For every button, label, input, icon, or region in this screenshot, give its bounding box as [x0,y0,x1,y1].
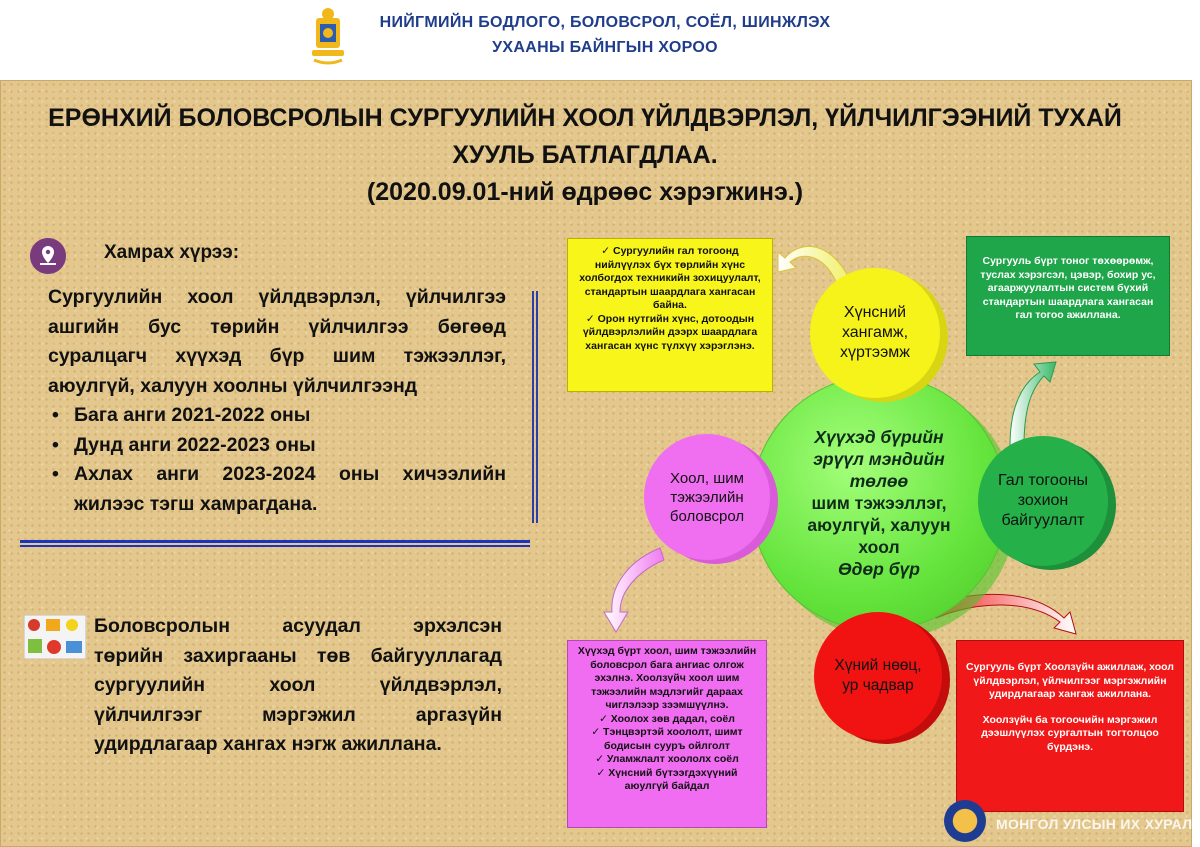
governance-line: сургуулийн хоол үйлдвэрлэл, [94,674,502,696]
scope-bullets [48,401,506,519]
center-line: Өдөр бүр [838,559,920,579]
food-supply-label: Хүнсний хангамж, хүртээмж [840,304,910,361]
org-line-1: НИЙГМИЙН БОДЛОГО, БОЛОВСРОЛ, СОЁЛ, ШИНЖЛЭХ [379,14,831,31]
nutrition-education-circle [644,434,770,560]
kitchen-organization-label: Гал тогооны зохион байгуулалт [997,472,1089,529]
list-item: • Ахлах анги 2023-2024 оны хичээлийн жилээс тэгш хамрагдана. [48,460,506,519]
center-line: шим тэжээллэг, [811,493,947,513]
box-text: Сургууль бүрт тоног төхөөрөмж, туслах хэрэгсэл, цэвэр, бохир ус, агааржуулалтын систем бүхий стандартын шаардлага хангасан гал тогоо ажиллана. [980,255,1156,321]
box-text: Хүүхэд бүрт хоол, шим тэжээлийн боловсрол бага ангиас олгож эхэлнэ. Хоолзүйч хоол шим тэжээлийн мэдлэгийг дараах чиглэлээр зээмшүүлнэ. [577,645,757,711]
organization-name [350,10,860,60]
box-item: ✓ Уламжлалт хоололх соёл [574,753,760,767]
box-item: ✓ Тэнцвэртэй хоололт, шимт бодисын сууръ ойлголт [574,726,760,753]
center-line: хоол [858,537,900,557]
title-line-3: (2020.09.01-ний өдрөөс хэрэгжинэ.) [366,178,804,206]
page-title [20,100,1150,211]
kitchen-organization-circle [978,436,1108,566]
governance-line: үйлчилгээг мэргэжил аргазүйн [94,703,502,726]
horizontal-divider [20,540,530,547]
box-item: ✓ Хүнсний бүтээгдэхүүний аюулгүй байдал [574,767,760,794]
center-line: эрүүл мэндийн [813,449,945,469]
governance-text [94,612,502,760]
human-resources-circle [814,612,942,740]
center-circle [751,375,1007,631]
nutrition-education-label: Хоол, шим тэжээлийн боловсрол [669,469,745,525]
location-pin-icon [30,238,66,274]
vertical-divider [532,291,538,523]
scope-intro: Сургуулийн хоол үйлдвэрлэл, үйлчилгээ ашгийн бус төрийн үйлчилгээ бөгөөд суралцагч хүүхэд бүр шим тэжээллэг, аюулгүй, халуун хоолны үйлчилгээнд [48,286,506,397]
title-line-2: ХУУЛЬ БАТЛАГДЛАА. [452,141,718,169]
box-text: Сургууль бүрт Хоолзүйч ажиллаж, хоол үйлдвэрлэл, үйлчилгээг мэргэжлийн удирдлагаар хангаж ажиллана. [966,661,1174,700]
scope-text [48,283,506,519]
list-item: • Бага анги 2021-2022 оны [48,401,506,431]
nutrition-education-box [567,640,767,828]
governance-line: удирдлагаар хангах нэгж ажиллана. [94,733,442,755]
box-item: ✓ Орон нутгийн хүнс, дотоодын үйлдвэрлэлийн дээрх шаардлага хангасан хүнс түлхүү хэрэглэнэ. [574,313,766,354]
human-resources-box [956,640,1184,812]
food-supply-box [567,238,773,392]
center-line: аюулгүй, халуун [807,515,951,535]
box-item: ✓ Хоолох зөв дадал, соёл [574,713,760,727]
kitchen-box [966,236,1170,356]
governance-line: Боловсролын асуудал эрхэлсэн [94,615,502,637]
list-item: • Дунд анги 2022-2023 оны [48,431,506,461]
header [0,0,1200,80]
governance-line: төрийн захиргааны төв байгууллагад [94,644,502,667]
org-line-2: УХААНЫ БАЙНГЫН ХОРОО [492,39,718,56]
center-line: төлөө [849,471,909,491]
box-item: ✓ Сургуулийн гал тогоонд нийлүүлэх бүх төрлийн хүнс холбогдох техникийн зохицуулалт, стандартын шаардлага хангасан байна. [574,245,766,313]
footer [940,798,1200,847]
human-resources-label: Хүний нөөц, ур чадвар [834,657,922,694]
title-line-1: ЕРӨНХИЙ БОЛОВСРОЛЫН СУРГУУЛИЙН ХООЛ ҮЙЛДВЭРЛЭЛ, ҮЙЛЧИЛГЭЭНИЙ ТУХАЙ [48,104,1122,132]
footer-text: МОНГОЛ УЛСЫН ИХ ХУРАЛ [996,816,1193,832]
state-emblem-icon [306,4,350,66]
food-supply-circle [810,268,940,398]
parliament-logo-icon [944,800,986,842]
food-tray-icon [24,615,86,659]
center-line: Хүүхэд бүрийн [814,427,944,447]
box-text: Хоолзүйч ба тогоочийн мэргэжил дээшлүүлэх сургалтын тогтолцоо бүрдэнэ. [981,713,1159,753]
scope-label: Хамрах хүрээ: [104,242,240,263]
